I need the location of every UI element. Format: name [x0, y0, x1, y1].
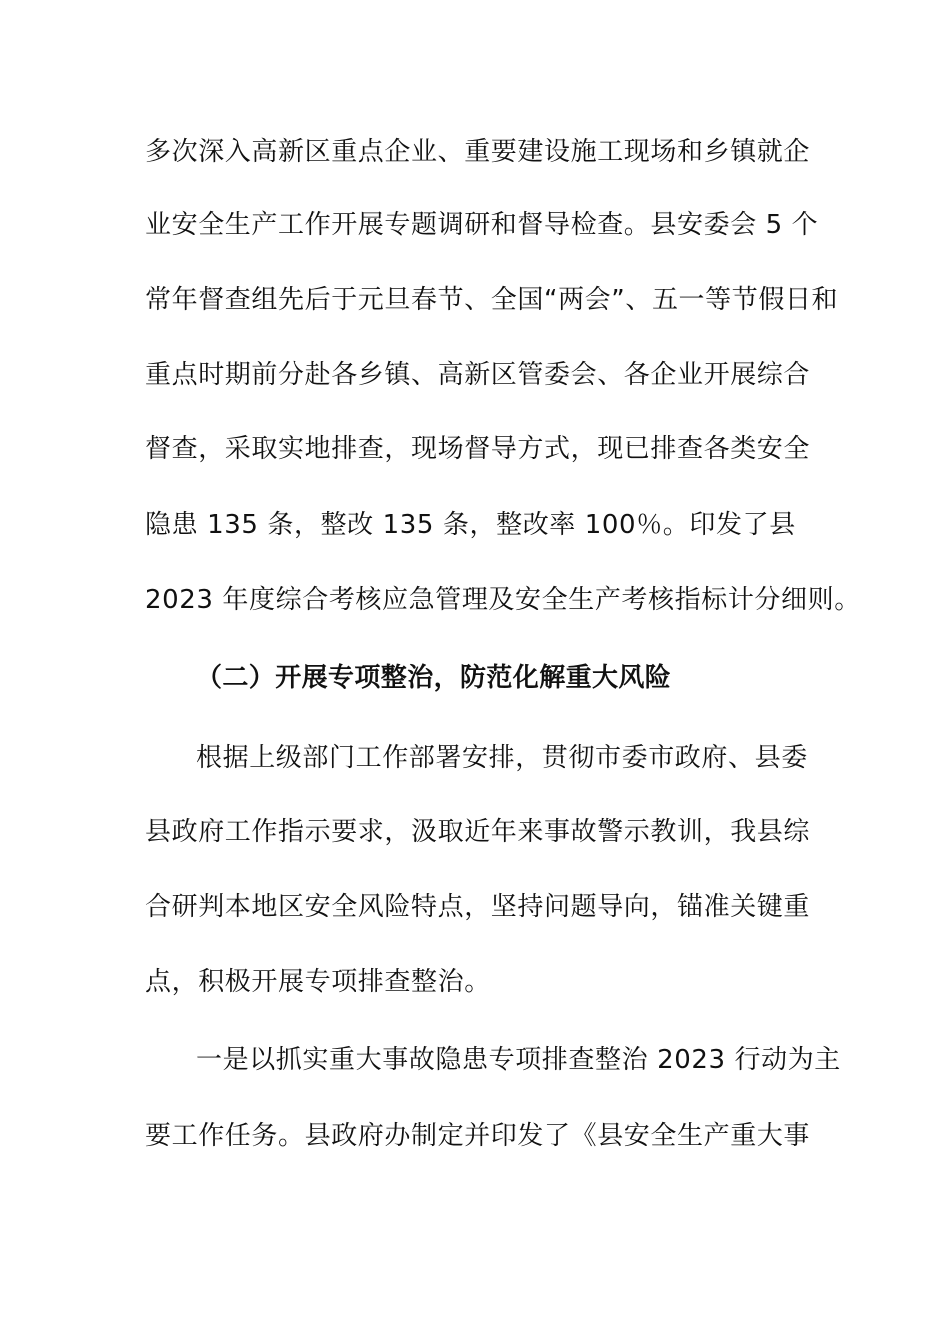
section-heading: （二）开展专项整治，防范化解重大风险: [196, 663, 672, 693]
paragraph-1-line-7: 2023 年度综合考核应急管理及安全生产考核指标计分细则。: [145, 585, 861, 615]
paragraph-1-line-4: 重点时期前分赴各乡镇、高新区管委会、各企业开展综合: [145, 360, 811, 390]
paragraph-1-line-1: 多次深入高新区重点企业、重要建设施工现场和乡镇就企: [145, 137, 811, 167]
paragraph-2-line-1: 根据上级部门工作部署安排，贯彻市委市政府、县委: [196, 743, 808, 773]
paragraph-1-line-2: 业安全生产工作开展专题调研和督导检查。县安委会 5 个: [145, 210, 819, 240]
paragraph-1-line-6: 隐患 135 条，整改 135 条，整改率 100％。印发了县: [145, 510, 796, 540]
paragraph-2-line-2: 县政府工作指示要求，汲取近年来事故警示教训，我县综: [145, 817, 811, 847]
paragraph-2-line-3: 合研判本地区安全风险特点，坚持问题导向，锚准关键重: [145, 892, 811, 922]
paragraph-2-line-4: 点，积极开展专项排查整治。: [145, 967, 491, 997]
paragraph-1-line-3: 常年督查组先后于元旦春节、全国“两会”、五一等节假日和: [145, 285, 839, 315]
paragraph-1-line-5: 督查，采取实地排查，现场督导方式，现已排查各类安全: [145, 434, 811, 464]
paragraph-3-line-1: 一是以抓实重大事故隐患专项排查整治 2023 行动为主: [196, 1045, 841, 1075]
paragraph-3-line-2: 要工作任务。县政府办制定并印发了《县安全生产重大事: [145, 1121, 811, 1151]
